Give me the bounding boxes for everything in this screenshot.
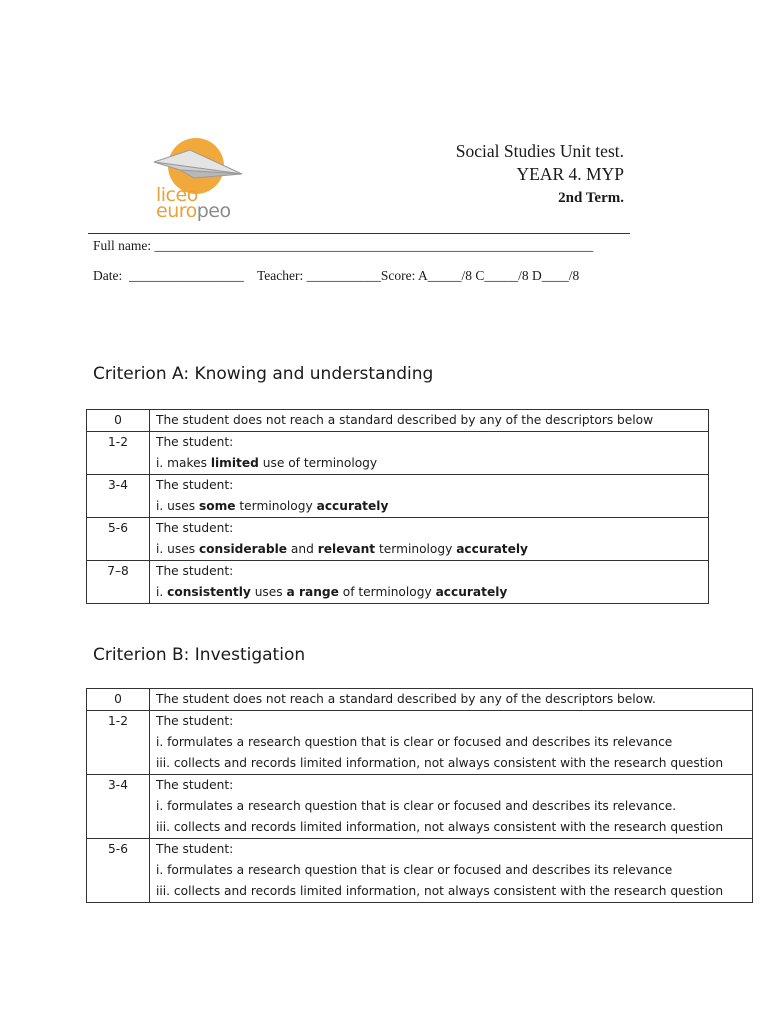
- table-row: [87, 711, 753, 775]
- descriptor-cell: The student does not reach a standard described by any of the descriptors below.: [150, 689, 753, 711]
- criterion-a-heading: Criterion A: Knowing and understanding: [93, 364, 434, 384]
- school-logo: [150, 130, 250, 222]
- table-row: [87, 689, 753, 711]
- table-row: [87, 518, 709, 561]
- criterion-b-heading: Criterion B: Investigation: [93, 645, 306, 665]
- descriptor-cell: The student: i. makes limited use of terminology: [150, 432, 709, 475]
- level-cell: 3-4: [87, 475, 150, 518]
- level-cell: 0: [87, 410, 150, 432]
- level-cell: 7–8: [87, 561, 150, 604]
- year-label: YEAR 4. MYP: [516, 164, 624, 184]
- descriptor-cell: The student: i. formulates a research question that is clear or focused and describes its relevance iii. collects and records limited information, not always consistent with the research question: [150, 711, 753, 775]
- level-cell: 5-6: [87, 839, 150, 903]
- paper-plane-icon: [150, 144, 246, 184]
- full-name-field[interactable]: Full name: _________________________________________________________________: [93, 238, 594, 253]
- table-row: [87, 410, 709, 432]
- criterion-b-table: [86, 688, 753, 903]
- date-teacher-score-line[interactable]: Date: _________________ Teacher: ___________Score: A_____/8 C_____/8 D____/8: [93, 268, 580, 283]
- level-cell: 5-6: [87, 518, 150, 561]
- descriptor-cell: The student does not reach a standard described by any of the descriptors below: [150, 410, 709, 432]
- table-row: [87, 839, 753, 903]
- criterion-a-table: [86, 409, 709, 604]
- logo-text-liceo: liceo: [156, 184, 198, 206]
- level-cell: 0: [87, 689, 150, 711]
- descriptor-cell: The student: i. uses some terminology accurately: [150, 475, 709, 518]
- table-row: [87, 775, 753, 839]
- table-row: [87, 475, 709, 518]
- table-row: [87, 561, 709, 604]
- term-label: 2nd Term.: [558, 190, 624, 206]
- level-cell: 3-4: [87, 775, 150, 839]
- descriptor-cell: The student: i. uses considerable and relevant terminology accurately: [150, 518, 709, 561]
- test-title: Social Studies Unit test.: [455, 141, 624, 161]
- header-divider: [88, 233, 630, 234]
- table-row: [87, 432, 709, 475]
- descriptor-cell: The student: i. formulates a research question that is clear or focused and describes its relevance. iii. collects and records limited information, not always consistent with the research question: [150, 775, 753, 839]
- descriptor-cell: The student: i. consistently uses a range of terminology accurately: [150, 561, 709, 604]
- title-block: [456, 140, 624, 210]
- logo-text-europeo: europeo: [156, 200, 231, 222]
- level-cell: 1-2: [87, 432, 150, 475]
- level-cell: 1-2: [87, 711, 150, 775]
- descriptor-cell: The student: i. formulates a research question that is clear or focused and describes its relevance iii. collects and records limited information, not always consistent with the research question: [150, 839, 753, 903]
